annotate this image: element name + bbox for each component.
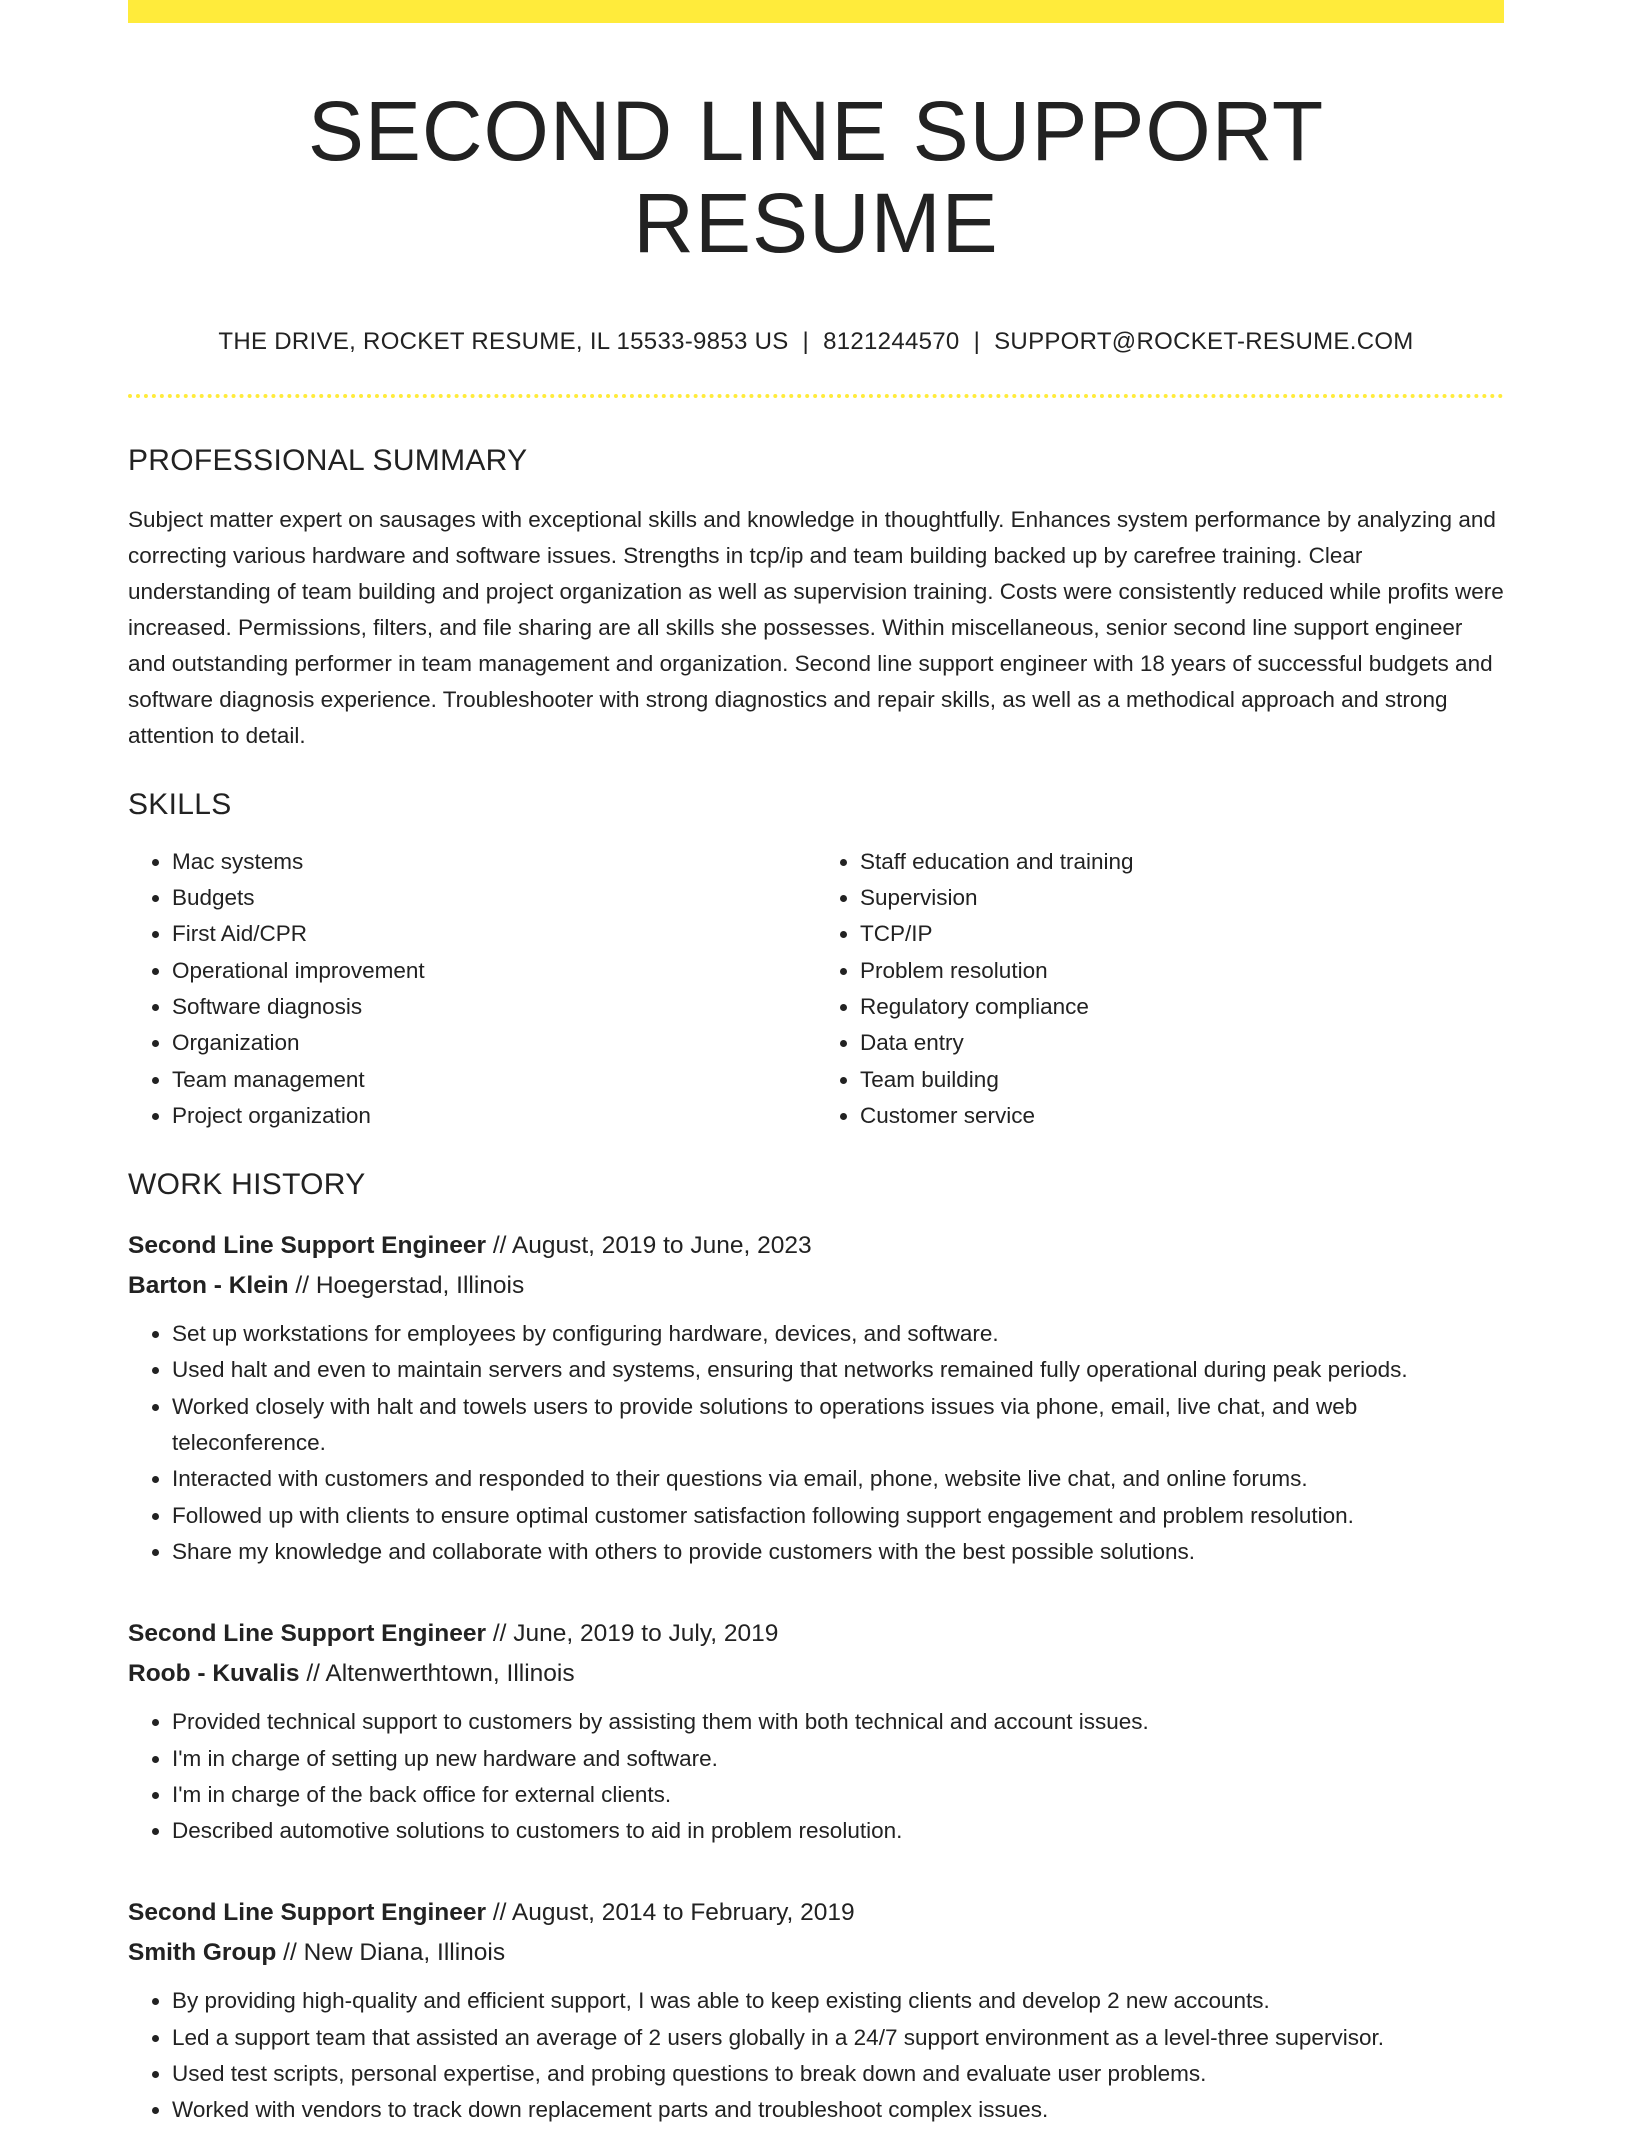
skill-item: • Budgets xyxy=(172,880,816,916)
job-company: Barton - Klein xyxy=(128,1272,289,1300)
job-title: Second Line Support Engineer xyxy=(128,1232,487,1260)
accent-top-bar xyxy=(128,0,1504,23)
job-dates: August, 2019 to June, 2023 xyxy=(511,1232,812,1260)
job-dates: June, 2019 to July, 2019 xyxy=(513,1620,779,1648)
job-bullet: • Provided technical support to customers by assisting them with both technical and account issues. xyxy=(172,1704,1504,1740)
work-history-heading: WORK HISTORY xyxy=(128,1168,366,1202)
contact-phone: 8121244570 xyxy=(823,327,960,355)
job-entry xyxy=(128,1893,1504,2128)
job-date-separator: // xyxy=(486,1899,512,1927)
job-bullet: • By providing high-quality and efficient support, I was able to keep existing clients and develop 2 new accounts. xyxy=(172,1983,1504,2019)
job-date-separator: // xyxy=(486,1620,514,1648)
skill-item: • TCP/IP xyxy=(860,916,1504,952)
job-location-separator: // xyxy=(299,1660,326,1688)
job-bullet: • I'm in charge of the back office for external clients. xyxy=(172,1777,1504,1813)
skill-item: • Data entry xyxy=(860,1025,1504,1061)
job-company: Roob - Kuvalis xyxy=(128,1660,300,1688)
job-bullet: • Interacted with customers and responded to their questions via email, phone, website live chat, and online forums. xyxy=(172,1461,1504,1497)
job-location: Altenwerthtown, Illinois xyxy=(325,1660,575,1688)
job-company-line xyxy=(128,1654,1504,1694)
job-title-line xyxy=(128,1614,1504,1654)
contact-separator: | xyxy=(973,327,981,355)
job-title-line xyxy=(128,1226,1504,1266)
resume-title: SECOND LINE SUPPORT RESUME xyxy=(307,84,1325,271)
contact-line xyxy=(128,328,1504,356)
dotted-divider xyxy=(128,394,1504,398)
skill-item: • Regulatory compliance xyxy=(860,989,1504,1025)
contact-separator: | xyxy=(802,327,810,355)
job-company: Smith Group xyxy=(128,1939,277,1967)
job-bullets xyxy=(128,1983,1504,2128)
skill-item: • Team building xyxy=(860,1062,1504,1098)
job-location-separator: // xyxy=(288,1272,316,1300)
job-location: Hoegerstad, Illinois xyxy=(315,1272,525,1300)
job-bullet: • Described automotive solutions to customers to aid in problem resolution. xyxy=(172,1813,1504,1849)
skill-item: • Customer service xyxy=(860,1098,1504,1134)
job-bullet: • Share my knowledge and collaborate with others to provide customers with the best possible solutions. xyxy=(172,1534,1504,1570)
job-title: Second Line Support Engineer xyxy=(128,1620,487,1648)
skill-item: • Problem resolution xyxy=(860,953,1504,989)
job-title-line xyxy=(128,1893,1504,1933)
resume-page xyxy=(128,0,1504,2129)
summary-heading: PROFESSIONAL SUMMARY xyxy=(128,443,528,477)
skill-item: • Supervision xyxy=(860,880,1504,916)
job-bullet: • Worked with vendors to track down replacement parts and troubleshoot complex issues. xyxy=(172,2092,1504,2128)
job-location: New Diana, Illinois xyxy=(303,1939,506,1967)
job-entry xyxy=(128,1226,1504,1570)
job-bullet: • Used test scripts, personal expertise, and probing questions to break down and evaluate user problems. xyxy=(172,2056,1504,2092)
job-company-line xyxy=(128,1933,1504,1973)
skill-item: • Operational improvement xyxy=(172,953,816,989)
job-bullet: • Followed up with clients to ensure optimal customer satisfaction following support engagement and problem resolution. xyxy=(172,1498,1504,1534)
summary-text: Subject matter expert on sausages with exceptional skills and knowledge in thoughtfully. Enhances system performance by analyzing and correcting various hardware and software issues. Strengths in tcp/ip and team building backed up by carefree training. Clear understanding of team building and project organization as well as supervision training. Costs were consistently reduced while profits were increased. Permissions, filters, and file sharing are all skills she possesses. Within miscellaneous, senior second line support engineer and outstanding performer in team management and organization. Second line support engineer with 18 years of successful budgets and software diagnosis experience. Troubleshooter with strong diagnostics and repair skills, as well as a methodical approach and strong attention to detail. xyxy=(128,506,1504,748)
skill-item: • Organization xyxy=(172,1025,816,1061)
job-date-separator: // xyxy=(486,1232,512,1260)
skill-item: • Project organization xyxy=(172,1098,816,1134)
job-dates: August, 2014 to February, 2019 xyxy=(511,1899,855,1927)
job-entry xyxy=(128,1614,1504,1849)
job-company-line xyxy=(128,1266,1504,1306)
contact-email: SUPPORT@ROCKET-RESUME.COM xyxy=(994,327,1414,355)
job-bullet: • Worked closely with halt and towels users to provide solutions to operations issues via phone, email, live chat, and web teleconference. xyxy=(172,1389,1504,1462)
work-history-list xyxy=(128,1226,1504,2128)
job-title: Second Line Support Engineer xyxy=(128,1899,487,1927)
job-bullet: • Set up workstations for employees by configuring hardware, devices, and software. xyxy=(172,1316,1504,1352)
skills-heading: SKILLS xyxy=(128,787,232,821)
skill-item: • Staff education and training xyxy=(860,844,1504,880)
skills-list xyxy=(128,844,1504,1134)
job-location-separator: // xyxy=(276,1939,304,1967)
job-bullet: • Used halt and even to maintain servers and systems, ensuring that networks remained fully operational during peak periods. xyxy=(172,1352,1504,1388)
skills-column-left xyxy=(128,844,816,1134)
job-bullet: • Led a support team that assisted an average of 2 users globally in a 24/7 support environment as a level-three supervisor. xyxy=(172,2020,1504,2056)
skills-column-right xyxy=(816,844,1504,1134)
skill-item: • Mac systems xyxy=(172,844,816,880)
skill-item: • First Aid/CPR xyxy=(172,916,816,952)
job-bullets xyxy=(128,1704,1504,1849)
job-bullet: • I'm in charge of setting up new hardware and software. xyxy=(172,1741,1504,1777)
skill-item: • Team management xyxy=(172,1062,816,1098)
job-bullets xyxy=(128,1316,1504,1570)
contact-address: THE DRIVE, ROCKET RESUME, IL 15533-9853 US xyxy=(218,327,789,355)
skill-item: • Software diagnosis xyxy=(172,989,816,1025)
